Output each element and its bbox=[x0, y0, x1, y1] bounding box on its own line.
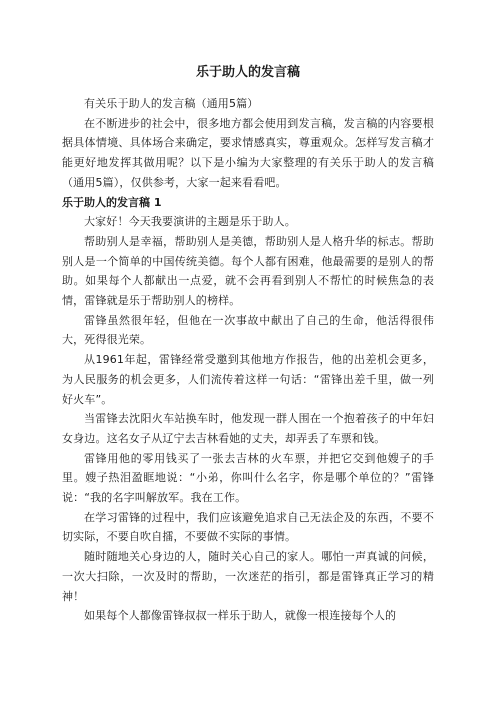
body-paragraph: 雷锋虽然很年轻，但他在一次事故中献出了自己的生命，他活得很伟大，死得很光荣。 bbox=[62, 313, 434, 347]
document-title: 乐于助人的发言稿 bbox=[195, 65, 300, 80]
intro-line: 有关乐于助人的发言稿（通用5篇） bbox=[84, 97, 259, 110]
body-paragraph: 当雷锋去沈阳火车站换车时，他发现一群人围在一个抱着孩子的中年妇女身边。这名女子从辽宁去吉林看她的丈夫，却弄丢了车票和钱。 bbox=[62, 412, 434, 445]
intro-paragraph: 在不断进步的社会中，很多地方都会使用到发言稿，发言稿的内容要根据具体情境、具体场合来确定，要求情感真实，尊重观众。怎样写发言稿才能更好地发挥其做用呢？以下是小编为大家整理的有关乐于助人的发言稿（通用5篇），仅供参考，大家一起来看看吧。 bbox=[62, 116, 434, 189]
body-paragraph: 在学习雷锋的过程中，我们应该避免追求自己无法企及的东西，不要不切实际，不要自吹自擂，不要做不实际的事情。 bbox=[62, 510, 434, 544]
body-paragraph: 如果每个人都像雷锋叔叔一样乐于助人，就像一根连接每个人的 bbox=[84, 609, 397, 623]
body-paragraph: 从1961年起，雷锋经常受邀到其他地方作报告，他的出差机会更多，为人民服务的机会更多，人们流传着这样一句话：“雷锋出差千里，做一列好火车”。 bbox=[62, 353, 434, 406]
body-paragraph: 雷锋用他的零用钱买了一张去吉林的火车票，并把它交到他嫂子的手里。嫂子热泪盈眶地说：“小弟，你叫什么名字，你是哪个单位的？”雷锋说：“我的名字叫解放军。我在工作。 bbox=[62, 451, 434, 505]
section-heading: 乐于助人的发言稿 1 bbox=[62, 195, 162, 209]
body-paragraph: 随时随地关心身边的人，随时关心自己的家人。哪怕一声真诚的问候，一次大扫除，一次及时的帮助，一次迷茫的指引，都是雷锋真正学习的精神！ bbox=[62, 550, 434, 603]
body-paragraph: 帮助别人是幸福，帮助别人是美德，帮助别人是人格升华的标志。帮助别人是一个简单的中国传统美德。每个人都有困难，他最需要的是别人的帮助。如果每个人都献出一点爱，就不会再看到别人不帮忙的时候焦急的表情，雷锋就是乐于帮助别人的榜样。 bbox=[62, 234, 434, 308]
body-paragraph: 大家好！今天我要演讲的主题是乐于助人。 bbox=[84, 215, 296, 229]
